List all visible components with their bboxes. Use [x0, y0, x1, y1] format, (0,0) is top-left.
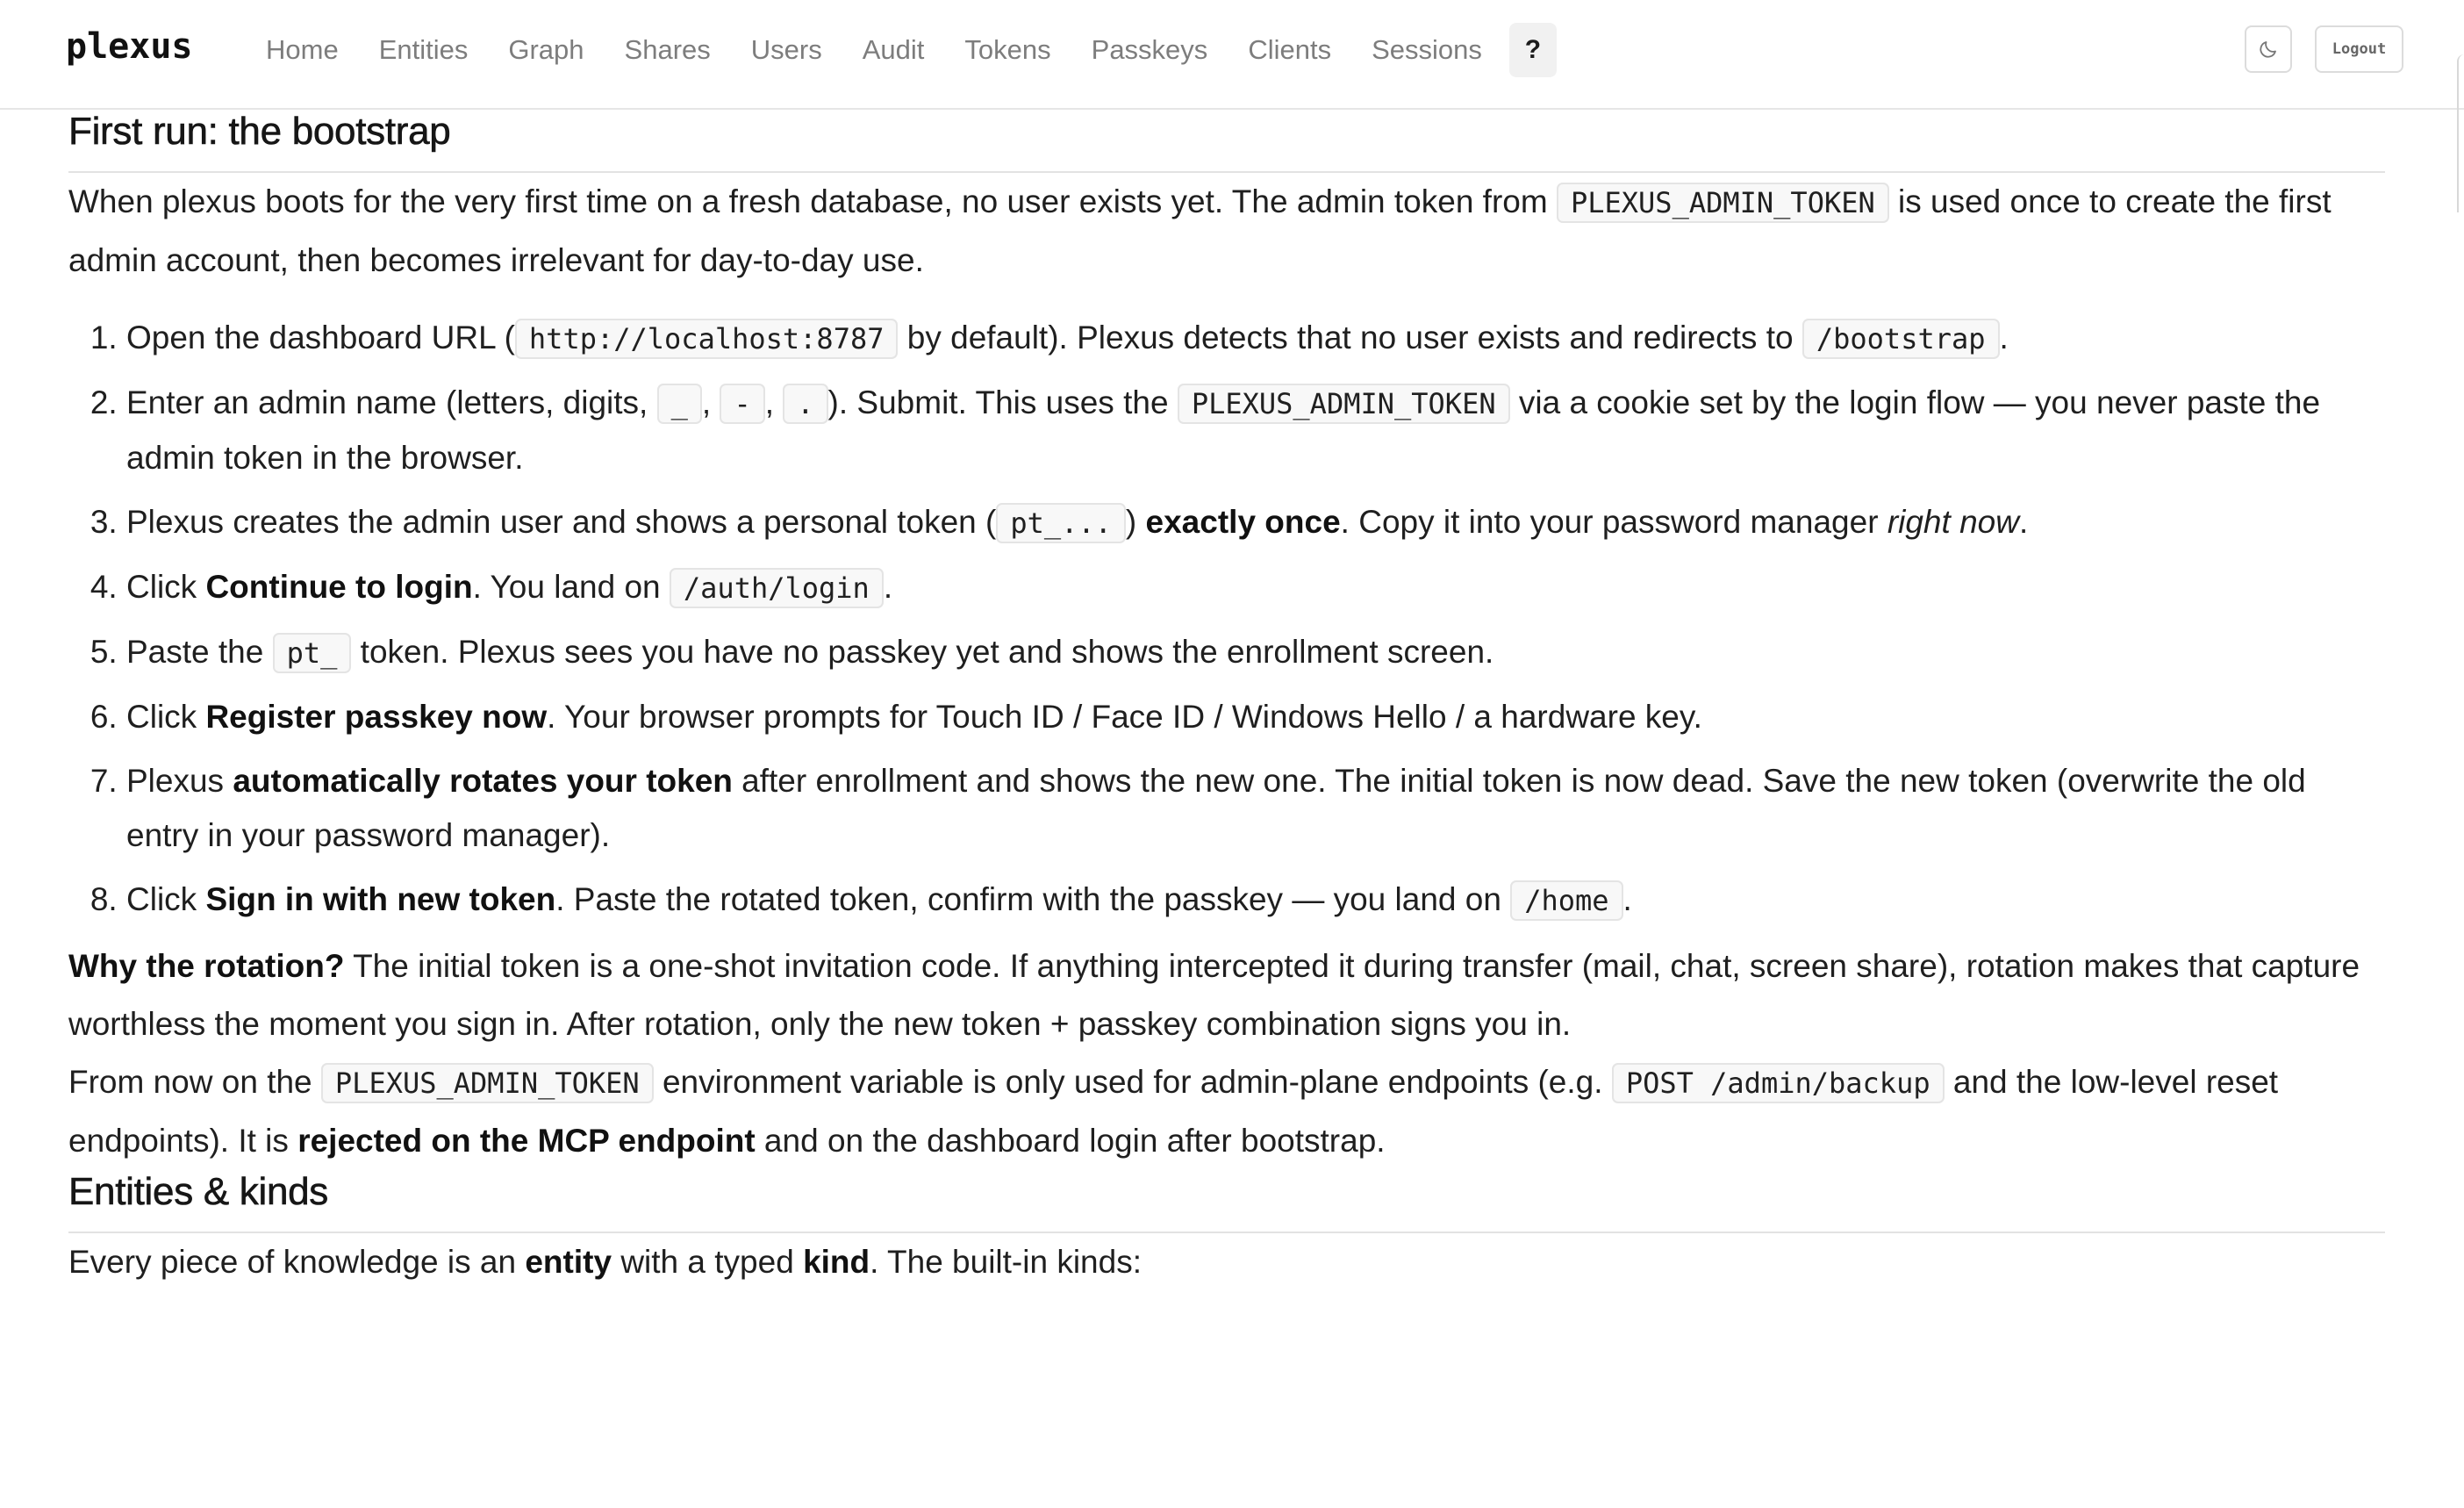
- code-backup-endpoint: POST /admin/backup: [1612, 1063, 1945, 1103]
- emphasis: rejected on the MCP endpoint: [297, 1123, 756, 1159]
- text: Every piece of knowledge is an: [68, 1244, 526, 1280]
- text: Enter an admin name (letters, digits,: [126, 384, 657, 420]
- text: . Copy it into your password manager: [1340, 504, 1887, 540]
- emphasis: kind: [803, 1244, 870, 1280]
- text: . You land on: [472, 569, 670, 605]
- help-button[interactable]: ?: [1509, 23, 1557, 77]
- text: . The built-in kinds:: [870, 1244, 1142, 1280]
- step-8: [126, 872, 2385, 928]
- step-5: [126, 625, 2385, 680]
- text: Open the dashboard URL (: [126, 320, 515, 355]
- text: is used once to create the first admin account, then becomes irrelevant for day-to-day use.: [68, 183, 2331, 278]
- code-dashboard-url: http://localhost:8787: [515, 319, 899, 359]
- text: after enrollment and shows the new one. The initial token is now dead. Save the new token (overwrite the old entry in your password manager).: [126, 763, 2306, 853]
- nav-audit[interactable]: Audit: [862, 34, 925, 65]
- step-7: [126, 754, 2385, 863]
- emphasis: Sign in with new token: [205, 881, 556, 917]
- text: Click: [126, 881, 206, 917]
- text: .: [1999, 320, 2009, 355]
- text: .: [1622, 881, 1632, 917]
- text: with a typed: [612, 1244, 804, 1280]
- emphasis: Register passkey now: [205, 699, 548, 735]
- step-1: [126, 311, 2385, 366]
- code-auth-login: /auth/login: [670, 568, 884, 608]
- section-title-entities: Entities & kinds: [68, 1170, 2385, 1233]
- text: and the low-level reset endpoints). It is: [68, 1064, 2279, 1159]
- theme-toggle-button[interactable]: [2245, 25, 2292, 73]
- step-4: [126, 560, 2385, 615]
- section-title-bootstrap: First run: the bootstrap: [68, 110, 2385, 173]
- emphasis: Why the rotation?: [68, 948, 345, 984]
- top-navbar: [0, 0, 2464, 110]
- code-dot: .: [783, 384, 827, 424]
- nav-users[interactable]: Users: [750, 34, 822, 65]
- text: From now on the: [68, 1064, 321, 1100]
- admin-token-usage: [68, 1053, 2385, 1170]
- code-dash: -: [720, 384, 764, 424]
- text: Click: [126, 569, 206, 605]
- emphasis: automatically rotates your token: [233, 763, 733, 799]
- step-2: [126, 376, 2385, 485]
- text: Plexus creates the admin user and shows a personal token (: [126, 504, 997, 540]
- emphasis: Continue to login: [205, 569, 473, 605]
- text: ,: [701, 384, 720, 420]
- nav-home[interactable]: Home: [266, 34, 339, 65]
- code-admin-token: PLEXUS_ADMIN_TOKEN: [1178, 384, 1510, 424]
- nav-tokens[interactable]: Tokens: [964, 34, 1051, 65]
- text: .: [883, 569, 893, 605]
- nav-sessions[interactable]: Sessions: [1372, 34, 1482, 65]
- text: . Paste the rotated token, confirm with the passkey — you land on: [555, 881, 1511, 917]
- rotation-explanation: [68, 937, 2385, 1053]
- text: via a cookie set by the login flow — you never paste the admin token in the browser.: [126, 384, 2321, 476]
- main-nav: [246, 23, 1557, 77]
- step-3: [126, 495, 2385, 550]
- code-personal-token: pt_...: [996, 503, 1126, 543]
- text: Plexus: [126, 763, 233, 799]
- bootstrap-steps: [68, 311, 2385, 928]
- emphasis: entity: [525, 1244, 612, 1280]
- nav-clients[interactable]: Clients: [1248, 34, 1332, 65]
- brand-logo[interactable]: plexus: [66, 26, 193, 67]
- text: token. Plexus sees you have no passkey yet and shows the enrollment screen.: [351, 634, 1494, 670]
- code-bootstrap-path: /bootstrap: [1802, 319, 2000, 359]
- code-underscore: _: [657, 384, 702, 424]
- text: environment variable is only used for admin-plane endpoints (e.g.: [653, 1064, 1612, 1100]
- emphasis: exactly once: [1145, 504, 1341, 540]
- emphasis-italic: right now: [1887, 504, 2019, 540]
- code-home-path: /home: [1510, 880, 1622, 921]
- step-6: [126, 690, 2385, 744]
- text: The initial token is a one-shot invitation code. If anything intercepted it during transfer (mail, chat, screen share), rotation makes that capture worthless the moment you sign in. After rotation, only the new token + passkey combination signs you in.: [68, 948, 2360, 1042]
- nav-graph[interactable]: Graph: [508, 34, 584, 65]
- logout-button[interactable]: Logout: [2315, 25, 2403, 73]
- scrollbar[interactable]: [2457, 54, 2464, 212]
- text: ). Submit. This uses the: [827, 384, 1178, 420]
- text: by default). Plexus detects that no user exists and redirects to: [898, 320, 1802, 355]
- text: When plexus boots for the very first time on a fresh database, no user exists yet. The admin token from: [68, 183, 1557, 219]
- text: and on the dashboard login after bootstrap.: [755, 1123, 1386, 1159]
- nav-shares[interactable]: Shares: [624, 34, 711, 65]
- help-content: [68, 110, 2385, 1291]
- text: ,: [764, 384, 784, 420]
- code-pt-prefix: pt_: [273, 633, 352, 673]
- nav-passkeys[interactable]: Passkeys: [1091, 34, 1208, 65]
- code-admin-token: PLEXUS_ADMIN_TOKEN: [321, 1063, 654, 1103]
- bootstrap-intro: [68, 173, 2385, 290]
- entities-intro: [68, 1233, 2385, 1291]
- code-admin-token: PLEXUS_ADMIN_TOKEN: [1557, 183, 1889, 223]
- text: ): [1125, 504, 1146, 540]
- nav-entities[interactable]: Entities: [378, 34, 469, 65]
- text: . Your browser prompts for Touch ID / Face ID / Windows Hello / a hardware key.: [547, 699, 1702, 735]
- text: Click: [126, 699, 206, 735]
- text: Paste the: [126, 634, 273, 670]
- text: .: [2018, 504, 2029, 540]
- moon-icon: [2258, 39, 2279, 60]
